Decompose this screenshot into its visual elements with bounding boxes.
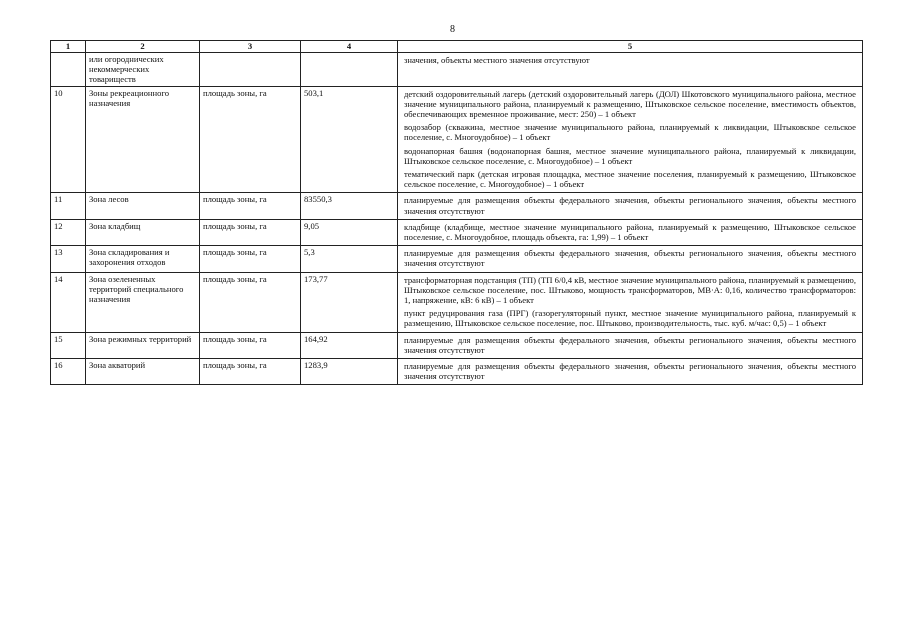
zone-name-cell: Зона складирования и захоронения отходов: [86, 246, 200, 272]
planned-objects-cell: [398, 246, 863, 272]
zone-name-cell: Зона озелененных территорий специального назначения: [86, 272, 200, 332]
parameter-value-cell: 5,3: [301, 246, 398, 272]
planned-objects-cell: [398, 332, 863, 358]
table-header-row: [51, 41, 863, 53]
page-number: 8: [450, 24, 455, 35]
parameter-cell: площадь зоны, га: [200, 359, 301, 385]
planned-objects-cell: [398, 219, 863, 245]
row-number-cell: 14: [51, 272, 86, 332]
column-header: 5: [398, 41, 863, 53]
parameter-value-cell: 83550,3: [301, 193, 398, 219]
zone-name-cell: Зона кладбищ: [86, 219, 200, 245]
table-row: [51, 246, 863, 272]
parameter-cell: площадь зоны, га: [200, 219, 301, 245]
table-row: [51, 86, 863, 193]
planned-object-entry: трансформаторная подстанция (ТП) (ТП 6/0,4 кВ, местное значение муниципального района, планируемый к размещению, Штыковское сельское поселение, пос. Штыково, мощность трансформаторов, МВ·А: 0,16, количество трансформаторов: 1, напряжение, кВ: 6 кВ) – 1 объект: [404, 274, 856, 306]
table-row: [51, 193, 863, 219]
row-number-cell: 16: [51, 359, 86, 385]
planned-object-entry: значения, объекты местного значения отсутствуют: [404, 55, 590, 65]
row-number-cell: 11: [51, 193, 86, 219]
parameter-cell: площадь зоны, га: [200, 332, 301, 358]
parameter-value-cell: 1283,9: [301, 359, 398, 385]
parameter-value-cell: 503,1: [301, 86, 398, 193]
zone-name-cell: Зоны рекреационного назначения: [86, 86, 200, 193]
planned-objects-cell: [398, 359, 863, 385]
planned-object-entry: планируемые для размещения объекты федерального значения, объекты регионального значения, объекты местного значения отсутствуют: [404, 334, 856, 355]
column-header: 3: [200, 41, 301, 53]
column-header: 2: [86, 41, 200, 53]
planned-objects-cell: [398, 193, 863, 219]
planned-objects-cell: [398, 86, 863, 193]
parameter-value-cell: 9,05: [301, 219, 398, 245]
parameter-cell: площадь зоны, га: [200, 193, 301, 219]
planned-object-entry: водозабор (скважина, местное значение муниципального района, планируемый к ликвидации, Штыковское сельское поселение, с. Многоудобное) – 1 объект: [404, 122, 856, 143]
column-header: 1: [51, 41, 86, 53]
table-row: [51, 359, 863, 385]
planned-object-entry: планируемые для размещения объекты федерального значения, объекты регионального значения, объекты местного значения отсутствуют: [404, 361, 856, 382]
planned-object-entry: водонапорная башня (водонапорная башня, местное значение муниципального района, планируемый к ликвидации, Штыковское сельское поселение, с. Многоудобное) – 1 объект: [404, 145, 856, 166]
planned-object-entry: детский оздоровительный лагерь (детский оздоровительный лагерь (ДОЛ) Шкотовского муниципального района, местное значение муниципального района, планируемый к размещению, Штыковское сельское поселение, вместимость объектов, обеспечивающих временное проживание, мест: 250) – 1 объект: [404, 88, 856, 120]
zone-name-cell: Зона режимных территорий: [86, 332, 200, 358]
parameter-cell: [200, 53, 301, 87]
table-row: [51, 272, 863, 332]
parameter-cell: площадь зоны, га: [200, 86, 301, 193]
row-number-cell: 15: [51, 332, 86, 358]
planned-objects-cell: [398, 272, 863, 332]
parameter-cell: площадь зоны, га: [200, 272, 301, 332]
column-header: 4: [301, 41, 398, 53]
table-row: [51, 219, 863, 245]
parameter-value-cell: [301, 53, 398, 87]
parameter-value-cell: 164,92: [301, 332, 398, 358]
table-body: [51, 53, 863, 385]
planned-object-entry: пункт редуцирования газа (ПРГ) (газорегуляторный пункт, местное значение муниципального района, планируемый к размещению, Штыковское сельское поселение, пос. Штыково, производительность, тыс. куб. м/час: 0,5) – 1 объект: [404, 308, 856, 329]
zone-name-cell: Зона акваторий: [86, 359, 200, 385]
zones-table: [50, 40, 863, 385]
planned-object-entry: кладбище (кладбище, местное значение муниципального района, планируемый к размещению, Штыковское сельское поселение, с. Многоудобное, площадь объекта, га: 1,99) – 1 объект: [404, 221, 856, 243]
table-row: [51, 332, 863, 358]
zone-name-cell: или огороднических некоммерческих товариществ: [86, 53, 200, 87]
zone-name-cell: Зона лесов: [86, 193, 200, 219]
planned-objects-cell: [398, 53, 863, 87]
parameter-cell: площадь зоны, га: [200, 246, 301, 272]
row-number-cell: 12: [51, 219, 86, 245]
row-number-cell: [51, 53, 86, 87]
planned-object-entry: планируемые для размещения объекты федерального значения, объекты регионального значения, объекты местного значения отсутствуют: [404, 248, 856, 269]
planned-object-entry: планируемые для размещения объекты федерального значения, объекты регионального значения, объекты местного значения отсутствуют: [404, 195, 856, 216]
parameter-value-cell: 173,77: [301, 272, 398, 332]
planned-object-entry: тематический парк (детская игровая площадка, местное значение поселения, планируемый к размещению, Штыковское сельское поселение, с. Многоудобное) – 1 объект: [404, 169, 856, 190]
table-row: [51, 53, 863, 87]
row-number-cell: 13: [51, 246, 86, 272]
row-number-cell: 10: [51, 86, 86, 193]
